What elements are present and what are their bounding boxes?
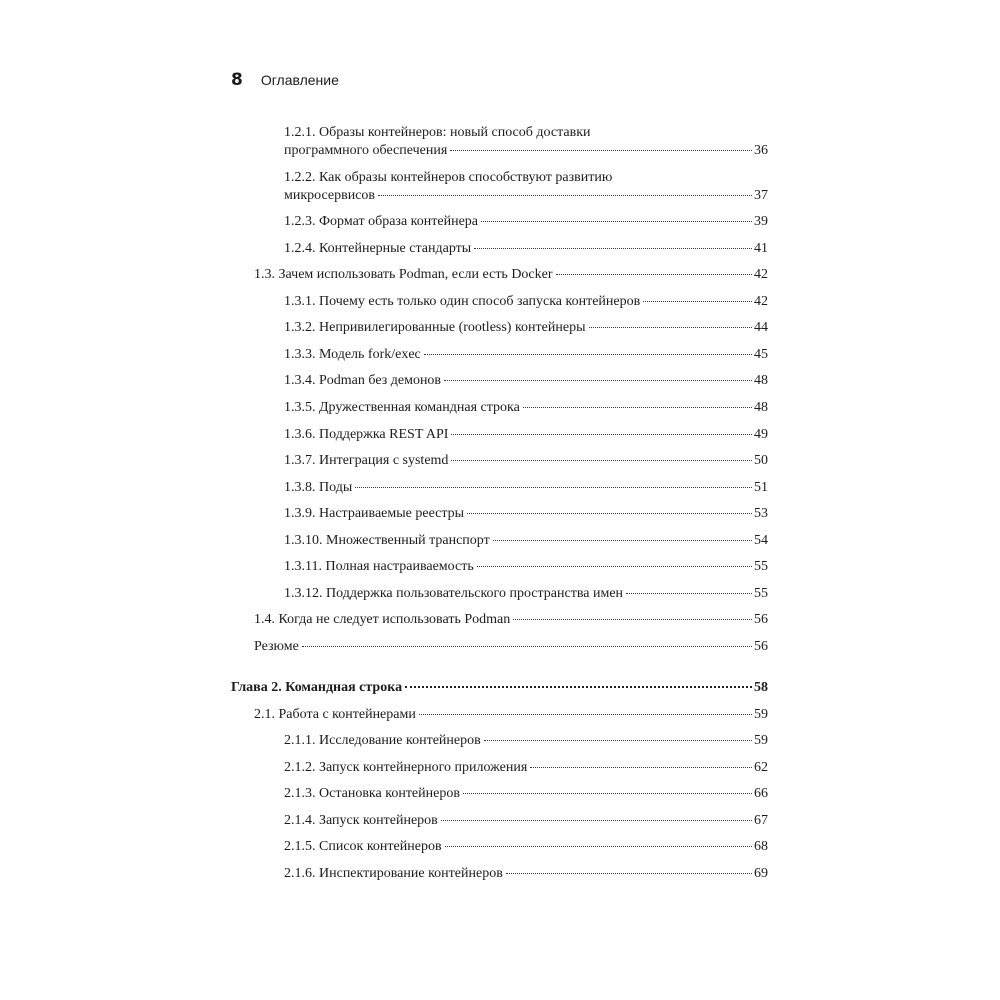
dot-leader [441,820,752,821]
toc-entry-page: 37 [754,188,768,203]
toc-entry-title: 1.3.9. Настраиваемые реестры [284,506,465,521]
toc-entry-title: 1.3.8. Поды [284,480,353,495]
dot-leader [355,487,752,488]
toc-entry [254,706,768,724]
toc-entry-page: 66 [754,786,768,801]
toc-entry [284,399,768,417]
toc-entry-page: 56 [754,639,768,654]
toc-entry [284,732,768,750]
toc-entry [284,169,768,205]
dot-leader [451,460,752,461]
toc-entry-page: 48 [754,373,768,388]
toc-entry [284,346,768,364]
toc-entry-page: 51 [754,480,768,495]
toc-entry-title: 1.3.6. Поддержка REST API [284,427,449,442]
toc-entry-title: 2.1.2. Запуск контейнерного приложения [284,760,528,775]
dot-leader [302,646,752,647]
toc-entry [284,505,768,523]
dot-leader [556,274,752,275]
toc-entry-title: 2.1.6. Инспектирование контейнеров [284,866,503,881]
toc-entry [254,611,768,629]
toc-entry-title: 1.3.4. Podman без демонов [284,373,442,388]
dot-leader [523,407,752,408]
dot-leader [493,540,752,541]
running-title: Оглавление [260,72,339,88]
toc-entry-page: 58 [754,680,768,695]
toc-entry-title: 1.3.11. Полная настраиваемость [284,559,474,574]
toc-entry-page: 48 [754,400,768,415]
toc-entry-page: 56 [754,612,768,627]
toc-entry-page: 69 [754,866,768,881]
toc-entry-title: 1.3.3. Модель fork/exec [284,347,421,362]
toc-entry [284,838,768,856]
toc-entry-title: Глава 2. Командная строка [231,680,403,695]
dot-leader [405,686,752,688]
toc-entry [284,785,768,803]
toc-entry-page: 67 [754,813,768,828]
toc-entry-page: 59 [754,733,768,748]
dot-leader [506,873,752,874]
dot-leader [513,619,752,620]
toc-entry-title: 2.1.1. Исследование контейнеров [284,733,481,748]
toc-entry [284,759,768,777]
toc-entry-page: 42 [754,294,768,309]
toc-entry-title: 2.1.4. Запуск контейнеров [284,813,438,828]
dot-leader [378,195,752,196]
page-header [231,70,339,90]
toc-entry-page: 50 [754,453,768,468]
toc-entry [254,266,768,284]
dot-leader [445,846,752,847]
dot-leader [474,248,752,249]
dot-leader [477,566,752,567]
toc-entry-title: микросервисов [284,188,376,203]
toc-entry-page: 68 [754,839,768,854]
dot-leader [481,221,752,222]
toc-entry-title: 1.4. Когда не следует использовать Podman [254,612,511,627]
toc-entry-page: 49 [754,427,768,442]
dot-leader [424,354,752,355]
toc-entry [284,812,768,830]
toc-entry-title: программного обеспечения [284,143,448,158]
toc-entry [284,372,768,390]
toc-entry-title: 1.3.7. Интеграция с systemd [284,453,449,468]
toc-entry-title: Резюме [254,639,299,654]
toc-entry-title: 2.1.5. Список контейнеров [284,839,442,854]
toc-entry [231,679,768,697]
toc-entry-title-line: 1.2.2. Как образы контейнеров способствуют развитию [284,170,613,185]
toc-entry-title: 2.1. Работа с контейнерами [254,707,416,722]
toc-entry [284,319,768,337]
toc-entry-page: 39 [754,214,768,229]
toc-entry-title: 2.1.3. Остановка контейнеров [284,786,460,801]
dot-leader [626,593,752,594]
toc-entry [284,213,768,231]
toc-entry-title: 1.3.10. Множественный транспорт [284,533,490,548]
toc-entry-page: 54 [754,533,768,548]
toc-entry [284,240,768,258]
toc-entry-title: 1.2.4. Контейнерные стандарты [284,241,472,256]
dot-leader [589,327,753,328]
dot-leader [467,513,752,514]
toc-entry [284,532,768,550]
toc-entry-title: 1.3.1. Почему есть только один способ запуска контейнеров [284,294,641,309]
toc-entry [284,124,768,160]
toc-entry [284,426,768,444]
toc-entry-title: 1.3.2. Непривилегированные (rootless) контейнеры [284,320,586,335]
toc-entry-page: 62 [754,760,768,775]
toc-entry-page: 55 [754,586,768,601]
toc-entry-page: 55 [754,559,768,574]
toc-entry [284,865,768,883]
toc-entry-page: 41 [754,241,768,256]
page-number: 8 [231,70,243,90]
toc-entry-page: 53 [754,506,768,521]
dot-leader [484,740,752,741]
toc-entry [284,585,768,603]
toc-entry [284,293,768,311]
dot-leader [451,434,752,435]
toc-entry [284,452,768,470]
toc-entry-page: 36 [754,143,768,158]
toc-entry-page: 59 [754,707,768,722]
dot-leader [530,767,752,768]
dot-leader [463,793,752,794]
toc-entry [254,638,768,656]
toc-entry-page: 44 [754,320,768,335]
toc-entry [284,558,768,576]
toc-entry [284,479,768,497]
toc-entry-page: 42 [754,267,768,282]
toc-entry-page: 45 [754,347,768,362]
toc-entry-title-line: 1.2.1. Образы контейнеров: новый способ доставки [284,125,591,140]
toc-entry-title: 1.3.12. Поддержка пользовательского пространства имен [284,586,624,601]
dot-leader [643,301,752,302]
toc-entry-title: 1.2.3. Формат образа контейнера [284,214,478,229]
dot-leader [450,150,752,151]
dot-leader [444,380,752,381]
toc-entry-title: 1.3.5. Дружественная командная строка [284,400,520,415]
dot-leader [419,714,752,715]
toc-entry-title: 1.3. Зачем использовать Podman, если есть Docker [254,267,553,282]
